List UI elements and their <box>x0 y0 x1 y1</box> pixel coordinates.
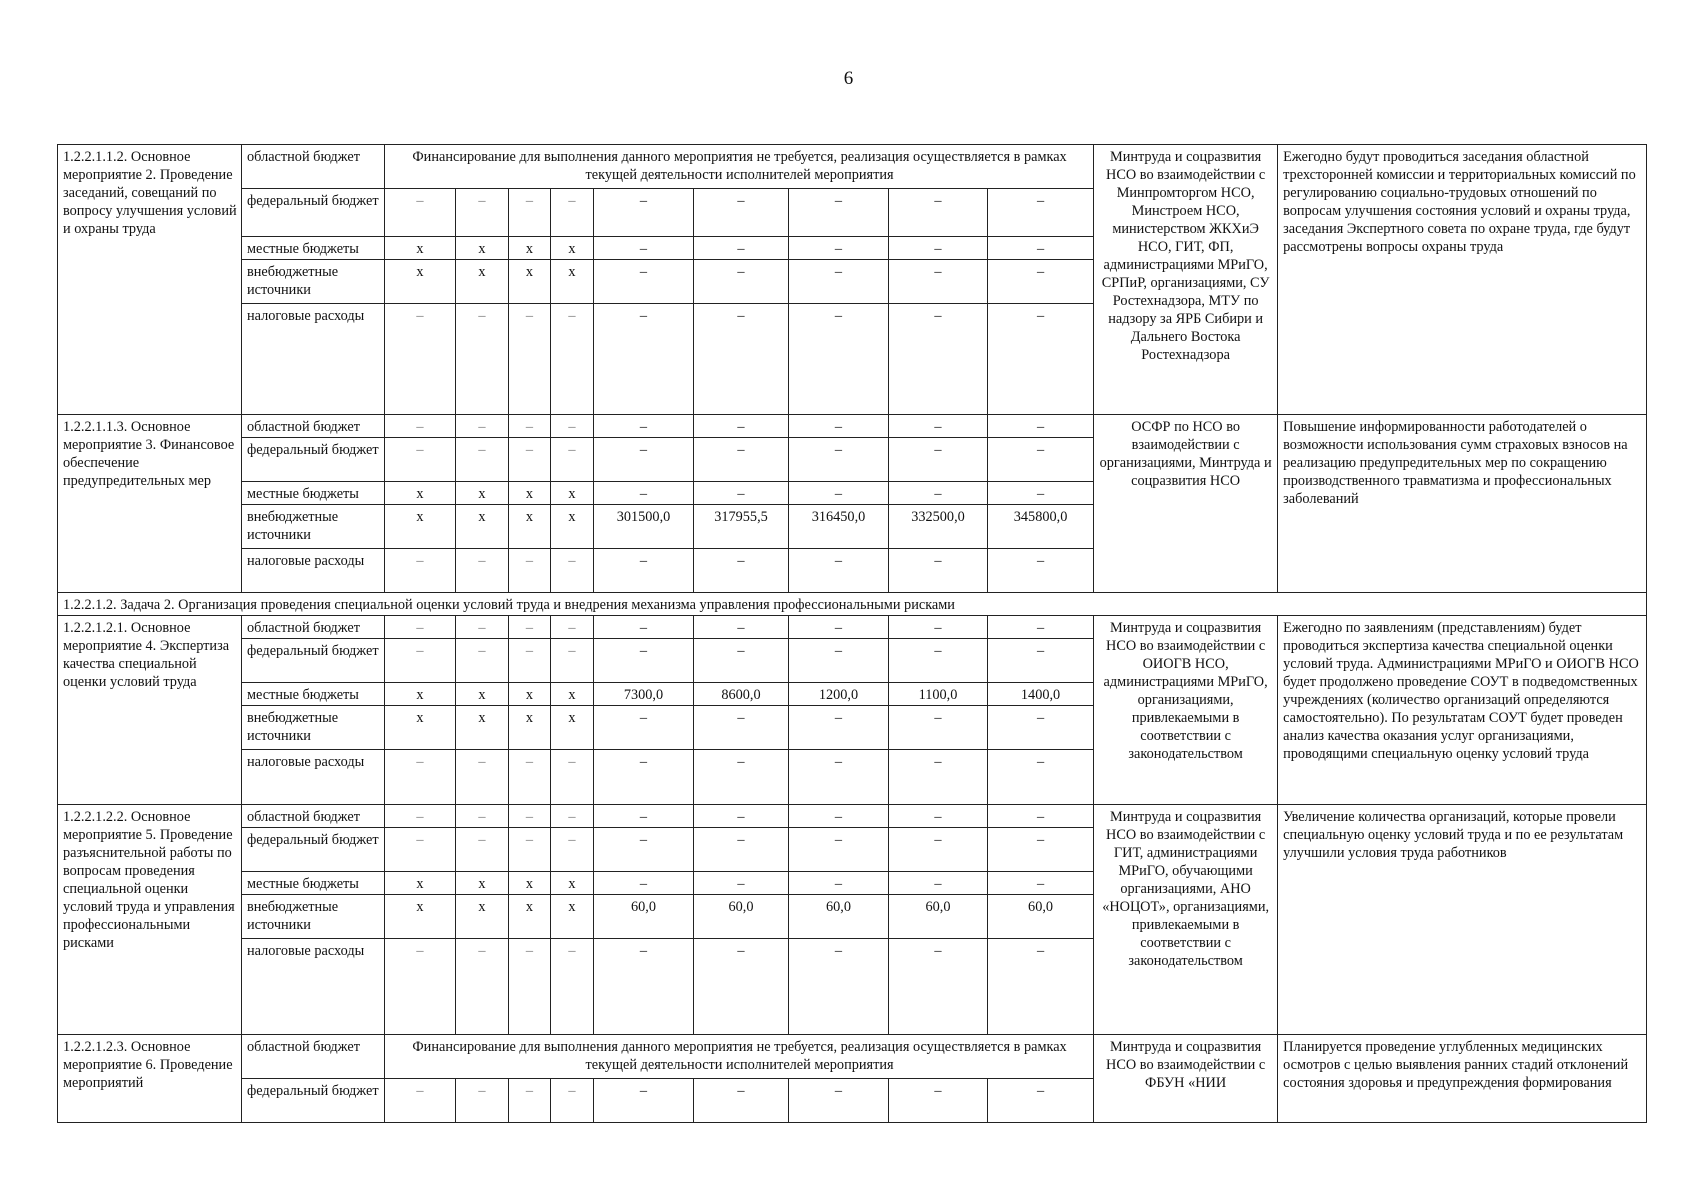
value-cell: 316450,0 <box>789 505 889 549</box>
value-cell: х <box>509 706 551 750</box>
executors-cell: Минтруда и соцразвития НСО во взаимодействии с Минпромторгом НСО, Минстроем НСО, министерством ЖКХиЭ НСО, ГИТ, ФП, администрациями МРиГО, СРПиР, организациями, СУ Ростехнадзора, МТУ по надзору за ЯРБ Сибири и Дальнего Востока Ростехнадзора <box>1094 145 1278 415</box>
value-cell: 1400,0 <box>988 683 1094 706</box>
funding-source: областной бюджет <box>242 1035 385 1079</box>
value-cell: – <box>789 616 889 639</box>
value-cell: – <box>594 750 694 805</box>
value-cell: – <box>889 939 988 1035</box>
value-cell: – <box>594 482 694 505</box>
value-cell: – <box>594 260 694 304</box>
value-cell: – <box>889 805 988 828</box>
value-cell: х <box>456 683 509 706</box>
value-cell: – <box>889 750 988 805</box>
expected-result-cell: Планируется проведение углубленных медицинских осмотров с целью выявления ранних стадий отклонений состояния здоровья и предупреждения формирования <box>1278 1035 1647 1123</box>
expected-result-cell: Ежегодно будут проводиться заседания областной трехсторонней комиссии и территориальных комиссий по регулированию социально-трудовых отношений по вопросам улучшения состояния условий и охраны труда, заседания Экспертного совета по охране труда, где будут рассмотрены вопросы охраны труда <box>1278 145 1647 415</box>
value-cell: – <box>456 750 509 805</box>
value-cell: – <box>456 189 509 237</box>
value-cell: х <box>385 706 456 750</box>
value-cell: – <box>551 438 594 482</box>
value-cell: – <box>988 260 1094 304</box>
value-cell: х <box>456 505 509 549</box>
value-cell: – <box>889 1079 988 1123</box>
funding-source: федеральный бюджет <box>242 438 385 482</box>
value-cell: х <box>456 895 509 939</box>
executors-cell: Минтруда и соцразвития НСО во взаимодействии с ФБУН «НИИ <box>1094 1035 1278 1123</box>
value-cell: – <box>551 639 594 683</box>
value-cell: – <box>551 616 594 639</box>
value-cell: х <box>551 260 594 304</box>
funding-row <box>58 805 1647 828</box>
funding-source: федеральный бюджет <box>242 1079 385 1123</box>
value-cell: – <box>551 1079 594 1123</box>
value-cell: х <box>456 260 509 304</box>
value-cell: – <box>385 750 456 805</box>
value-cell: – <box>789 415 889 438</box>
value-cell: х <box>551 237 594 260</box>
value-cell: – <box>694 438 789 482</box>
value-cell: – <box>694 750 789 805</box>
value-cell: – <box>551 189 594 237</box>
value-cell: – <box>789 706 889 750</box>
measure-description: Экспертиза качества специальной оценки условий труда <box>63 638 230 690</box>
value-cell: – <box>385 805 456 828</box>
funding-source: областной бюджет <box>242 616 385 639</box>
measure-code: 1.2.2.1.1.2. <box>63 149 128 165</box>
value-cell: – <box>456 415 509 438</box>
value-cell: 301500,0 <box>594 505 694 549</box>
value-cell: – <box>789 939 889 1035</box>
value-cell: – <box>988 639 1094 683</box>
funding-note: Финансирование для выполнения данного мероприятия не требуется, реализация осуществляется в рамках текущей деятельности исполнителей мероприятия <box>385 1035 1094 1079</box>
task-title: 1.2.2.1.2. Задача 2. Организация проведения специальной оценки условий труда и внедрения механизма управления профессиональными рисками <box>58 593 1647 616</box>
value-cell: – <box>594 805 694 828</box>
value-cell: х <box>551 482 594 505</box>
value-cell: – <box>889 438 988 482</box>
value-cell: – <box>694 706 789 750</box>
value-cell: – <box>385 828 456 872</box>
value-cell: – <box>988 750 1094 805</box>
value-cell: – <box>889 189 988 237</box>
measure-cell <box>58 145 242 415</box>
value-cell: х <box>385 895 456 939</box>
value-cell: – <box>385 415 456 438</box>
value-cell: – <box>456 805 509 828</box>
value-cell: – <box>694 939 789 1035</box>
value-cell: х <box>456 237 509 260</box>
value-cell: х <box>385 683 456 706</box>
value-cell: – <box>789 237 889 260</box>
value-cell: – <box>789 189 889 237</box>
value-cell: х <box>509 260 551 304</box>
value-cell: – <box>385 1079 456 1123</box>
funding-source: федеральный бюджет <box>242 639 385 683</box>
value-cell: – <box>509 939 551 1035</box>
measure-title: Основное мероприятие 2. <box>63 149 191 183</box>
value-cell: – <box>385 549 456 593</box>
funding-source: внебюджетные источники <box>242 260 385 304</box>
executors-cell: Минтруда и соцразвития НСО во взаимодействии с ОИОГВ НСО, администрациями МРиГО, организациями, привлекаемыми в соответствии с законодательством <box>1094 616 1278 805</box>
funding-source: областной бюджет <box>242 805 385 828</box>
value-cell: – <box>789 872 889 895</box>
value-cell: – <box>509 304 551 415</box>
value-cell: – <box>594 415 694 438</box>
value-cell: – <box>694 805 789 828</box>
value-cell: – <box>988 706 1094 750</box>
funding-row <box>58 145 1647 189</box>
value-cell: – <box>456 304 509 415</box>
funding-source: федеральный бюджет <box>242 189 385 237</box>
value-cell: – <box>988 549 1094 593</box>
value-cell: – <box>509 415 551 438</box>
value-cell: – <box>694 304 789 415</box>
value-cell: – <box>594 237 694 260</box>
funding-source: областной бюджет <box>242 145 385 189</box>
value-cell: – <box>988 616 1094 639</box>
value-cell: – <box>789 805 889 828</box>
measure-description: Проведение мероприятий <box>63 1057 233 1091</box>
value-cell: – <box>385 616 456 639</box>
value-cell: – <box>694 237 789 260</box>
measure-code: 1.2.2.1.1.3. <box>63 419 128 435</box>
funding-source: местные бюджеты <box>242 237 385 260</box>
value-cell: – <box>594 872 694 895</box>
value-cell: 332500,0 <box>889 505 988 549</box>
value-cell: – <box>988 939 1094 1035</box>
measure-title: Основное мероприятие 3. <box>63 419 191 453</box>
program-measures-table <box>57 144 1647 1123</box>
measure-cell <box>58 415 242 593</box>
value-cell: – <box>988 189 1094 237</box>
funding-source: федеральный бюджет <box>242 828 385 872</box>
value-cell: – <box>889 260 988 304</box>
value-cell: – <box>694 639 789 683</box>
value-cell: – <box>456 639 509 683</box>
value-cell: – <box>988 415 1094 438</box>
value-cell: – <box>789 304 889 415</box>
value-cell: 60,0 <box>889 895 988 939</box>
funding-source: налоговые расходы <box>242 939 385 1035</box>
value-cell: 8600,0 <box>694 683 789 706</box>
value-cell: х <box>509 872 551 895</box>
value-cell: х <box>509 895 551 939</box>
value-cell: – <box>385 639 456 683</box>
value-cell: – <box>694 189 789 237</box>
funding-source: внебюджетные источники <box>242 505 385 549</box>
funding-source: внебюджетные источники <box>242 706 385 750</box>
value-cell: – <box>551 304 594 415</box>
value-cell: – <box>594 939 694 1035</box>
value-cell: – <box>988 828 1094 872</box>
measure-code: 1.2.2.1.2.2. <box>63 809 128 825</box>
funding-source: местные бюджеты <box>242 482 385 505</box>
value-cell: – <box>385 189 456 237</box>
measure-title: Основное мероприятие 4. <box>63 620 191 654</box>
value-cell: – <box>551 939 594 1035</box>
value-cell: – <box>594 706 694 750</box>
value-cell: – <box>889 237 988 260</box>
measure-cell <box>58 1035 242 1123</box>
value-cell: 60,0 <box>694 895 789 939</box>
value-cell: – <box>789 438 889 482</box>
value-cell: – <box>789 549 889 593</box>
value-cell: – <box>594 304 694 415</box>
value-cell: 345800,0 <box>988 505 1094 549</box>
executors-cell: Минтруда и соцразвития НСО во взаимодействии с ГИТ, администрациями МРиГО, обучающими организациями, АНО «НОЦОТ», организациями, привлекаемыми в соответствии с законодательством <box>1094 805 1278 1035</box>
value-cell: 60,0 <box>789 895 889 939</box>
value-cell: – <box>889 828 988 872</box>
value-cell: – <box>594 639 694 683</box>
measure-title: Основное мероприятие 5. <box>63 809 191 843</box>
task-row <box>58 593 1647 616</box>
value-cell: – <box>988 872 1094 895</box>
value-cell: – <box>594 1079 694 1123</box>
measure-code: 1.2.2.1.2.3. <box>63 1039 128 1055</box>
value-cell: – <box>889 415 988 438</box>
value-cell: 1100,0 <box>889 683 988 706</box>
value-cell: – <box>594 616 694 639</box>
value-cell: х <box>509 482 551 505</box>
measure-code: 1.2.2.1.2.1. <box>63 620 128 636</box>
measure-description: Проведение заседаний, совещаний по вопросу улучшения условий и охраны труда <box>63 167 237 237</box>
value-cell: – <box>509 639 551 683</box>
value-cell: – <box>456 438 509 482</box>
expected-result-cell: Увеличение количества организаций, которые провели специальную оценку условий труда и по ее результатам улучшили условия труда работников <box>1278 805 1647 1035</box>
value-cell: – <box>509 189 551 237</box>
value-cell: х <box>551 505 594 549</box>
value-cell: – <box>509 750 551 805</box>
value-cell: – <box>988 438 1094 482</box>
value-cell: – <box>889 482 988 505</box>
value-cell: – <box>509 828 551 872</box>
value-cell: – <box>456 1079 509 1123</box>
value-cell: – <box>889 639 988 683</box>
value-cell: – <box>694 1079 789 1123</box>
expected-result-cell: Повышение информированности работодателей о возможности использования сумм страховых взносов на реализацию предупредительных мер по сокращению производственного травматизма и профессиональных заболеваний <box>1278 415 1647 593</box>
value-cell: х <box>385 237 456 260</box>
expected-result-cell: Ежегодно по заявлениям (представлениям) будет проводиться экспертиза качества специальной оценки условий труда. Администрациями МРиГО и ОИОГВ НСО будет продолжено проведение СОУТ в подведомственных учреждениях (количество организаций определяются самостоятельно). По результатам СОУТ будет проведен анализ качества оказания услуг организациями, проводящими специальную оценку условий труда <box>1278 616 1647 805</box>
value-cell: – <box>789 828 889 872</box>
value-cell: – <box>889 872 988 895</box>
value-cell: – <box>385 438 456 482</box>
value-cell: – <box>385 939 456 1035</box>
value-cell: – <box>694 415 789 438</box>
measure-cell <box>58 805 242 1035</box>
value-cell: 1200,0 <box>789 683 889 706</box>
value-cell: – <box>594 828 694 872</box>
funding-row <box>58 415 1647 438</box>
value-cell: – <box>694 616 789 639</box>
value-cell: – <box>551 549 594 593</box>
value-cell: – <box>988 482 1094 505</box>
value-cell: х <box>385 872 456 895</box>
measure-description: Финансовое обеспечение предупредительных мер <box>63 437 235 489</box>
funding-source: местные бюджеты <box>242 683 385 706</box>
value-cell: х <box>509 505 551 549</box>
value-cell: – <box>889 304 988 415</box>
value-cell: – <box>509 1079 551 1123</box>
value-cell: – <box>889 616 988 639</box>
funding-note: Финансирование для выполнения данного мероприятия не требуется, реализация осуществляется в рамках текущей деятельности исполнителей мероприятия <box>385 145 1094 189</box>
value-cell: – <box>594 438 694 482</box>
measure-description: Проведение разъяснительной работы по вопросам проведения специальной оценки условий труда и управления профессиональными рисками <box>63 827 235 951</box>
executors-cell: ОСФР по НСО во взаимодействии с организациями, Минтруда и соцразвития НСО <box>1094 415 1278 593</box>
value-cell: х <box>551 706 594 750</box>
value-cell: – <box>988 1079 1094 1123</box>
value-cell: – <box>456 549 509 593</box>
value-cell: – <box>694 260 789 304</box>
value-cell: – <box>551 750 594 805</box>
value-cell: – <box>456 616 509 639</box>
funding-source: налоговые расходы <box>242 549 385 593</box>
value-cell: х <box>551 683 594 706</box>
value-cell: х <box>385 505 456 549</box>
value-cell: х <box>551 895 594 939</box>
funding-source: налоговые расходы <box>242 750 385 805</box>
value-cell: – <box>456 828 509 872</box>
value-cell: – <box>988 237 1094 260</box>
value-cell: – <box>385 304 456 415</box>
value-cell: – <box>694 482 789 505</box>
value-cell: – <box>509 438 551 482</box>
value-cell: – <box>789 639 889 683</box>
funding-row <box>58 1035 1647 1079</box>
value-cell: – <box>594 189 694 237</box>
value-cell: 7300,0 <box>594 683 694 706</box>
funding-source: налоговые расходы <box>242 304 385 415</box>
value-cell: х <box>509 683 551 706</box>
value-cell: – <box>789 482 889 505</box>
value-cell: – <box>694 549 789 593</box>
value-cell: – <box>694 828 789 872</box>
measure-title: Основное мероприятие 6. <box>63 1039 191 1073</box>
value-cell: – <box>509 616 551 639</box>
value-cell: – <box>889 549 988 593</box>
value-cell: х <box>385 260 456 304</box>
value-cell: х <box>385 482 456 505</box>
value-cell: х <box>456 706 509 750</box>
value-cell: – <box>594 549 694 593</box>
funding-source: местные бюджеты <box>242 872 385 895</box>
value-cell: х <box>456 872 509 895</box>
value-cell: – <box>988 304 1094 415</box>
measure-cell <box>58 616 242 805</box>
value-cell: – <box>551 415 594 438</box>
funding-source: областной бюджет <box>242 415 385 438</box>
value-cell: – <box>551 805 594 828</box>
value-cell: – <box>551 828 594 872</box>
value-cell: – <box>509 805 551 828</box>
value-cell: – <box>789 750 889 805</box>
value-cell: 60,0 <box>988 895 1094 939</box>
value-cell: 317955,5 <box>694 505 789 549</box>
value-cell: х <box>456 482 509 505</box>
page-number: 6 <box>843 68 854 89</box>
value-cell: х <box>509 237 551 260</box>
value-cell: – <box>789 260 889 304</box>
value-cell: – <box>889 706 988 750</box>
value-cell: – <box>789 1079 889 1123</box>
value-cell: – <box>456 939 509 1035</box>
value-cell: – <box>509 549 551 593</box>
value-cell: – <box>988 805 1094 828</box>
value-cell: – <box>694 872 789 895</box>
value-cell: х <box>551 872 594 895</box>
funding-source: внебюджетные источники <box>242 895 385 939</box>
value-cell: 60,0 <box>594 895 694 939</box>
funding-row <box>58 616 1647 639</box>
